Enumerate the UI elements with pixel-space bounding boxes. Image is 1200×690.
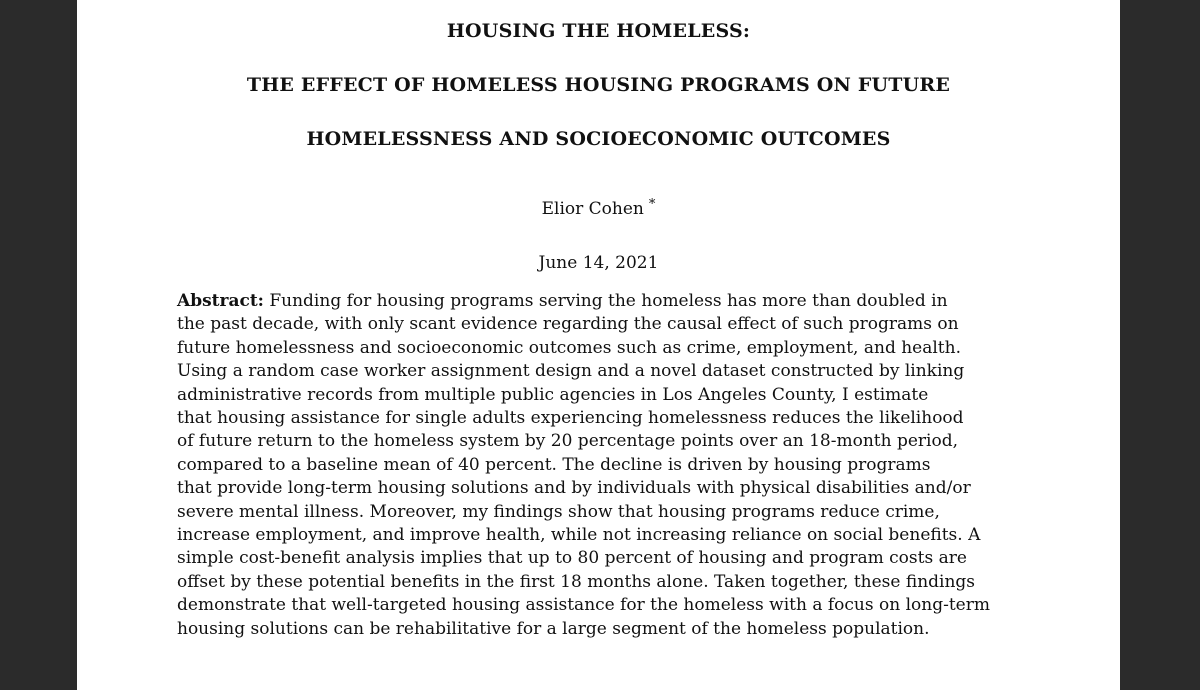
abstract-line: severe mental illness. Moreover, my findings show that housing programs reduce crime,: [177, 501, 940, 522]
paper-title-line-3: HOMELESSNESS AND SOCIOECONOMIC OUTCOMES: [306, 128, 891, 150]
abstract-line: that housing assistance for single adults experiencing homelessness reduces the likelihood: [177, 408, 964, 429]
abstract-line: simple cost-benefit analysis implies that up to 80 percent of housing and program costs are: [177, 548, 967, 569]
abstract-line: demonstrate that well-targeted housing assistance for the homeless with a focus on long-term: [177, 595, 990, 616]
abstract-line: the past decade, with only scant evidence regarding the causal effect of such programs on: [177, 314, 959, 335]
abstract-line: housing solutions can be rehabilitative for a large segment of the homeless population.: [177, 618, 930, 639]
abstract-line: Using a random case worker assignment design and a novel dataset constructed by linking: [177, 361, 965, 382]
abstract-line: increase employment, and improve health, while not increasing reliance on social benefits. A: [177, 525, 981, 546]
paper-title-line-1: HOUSING THE HOMELESS:: [446, 20, 751, 42]
author-line: [77, 199, 1120, 219]
author-name: Elior Cohen: [541, 199, 644, 219]
abstract-label: Abstract:: [177, 291, 264, 311]
abstract-line-text: Funding for housing programs serving the homeless has more than doubled in: [263, 291, 948, 311]
abstract-line: compared to a baseline mean of 40 percent. The decline is driven by housing programs: [177, 454, 931, 475]
abstract-line: administrative records from multiple public agencies in Los Angeles County, I estimate: [177, 384, 929, 405]
author-footnote-mark[interactable]: *: [648, 197, 656, 212]
paper-title-line-2: THE EFFECT OF HOMELESS HOUSING PROGRAMS ON FUTURE: [246, 74, 951, 96]
document-page: [77, 0, 1120, 690]
abstract-line: future homelessness and socioeconomic outcomes such as crime, employment, and health.: [177, 337, 961, 358]
abstract-line: [177, 290, 1007, 313]
paper-date: June 14, 2021: [538, 253, 659, 273]
abstract-line: of future return to the homeless system by 20 percentage points over an 18-month period,: [177, 431, 958, 452]
abstract-line: offset by these potential benefits in the first 18 months alone. Taken together, these findings: [177, 571, 976, 592]
abstract-line: that provide long-term housing solutions and by individuals with physical disabilities and/or: [177, 478, 971, 499]
abstract-paragraph: [177, 290, 1007, 641]
